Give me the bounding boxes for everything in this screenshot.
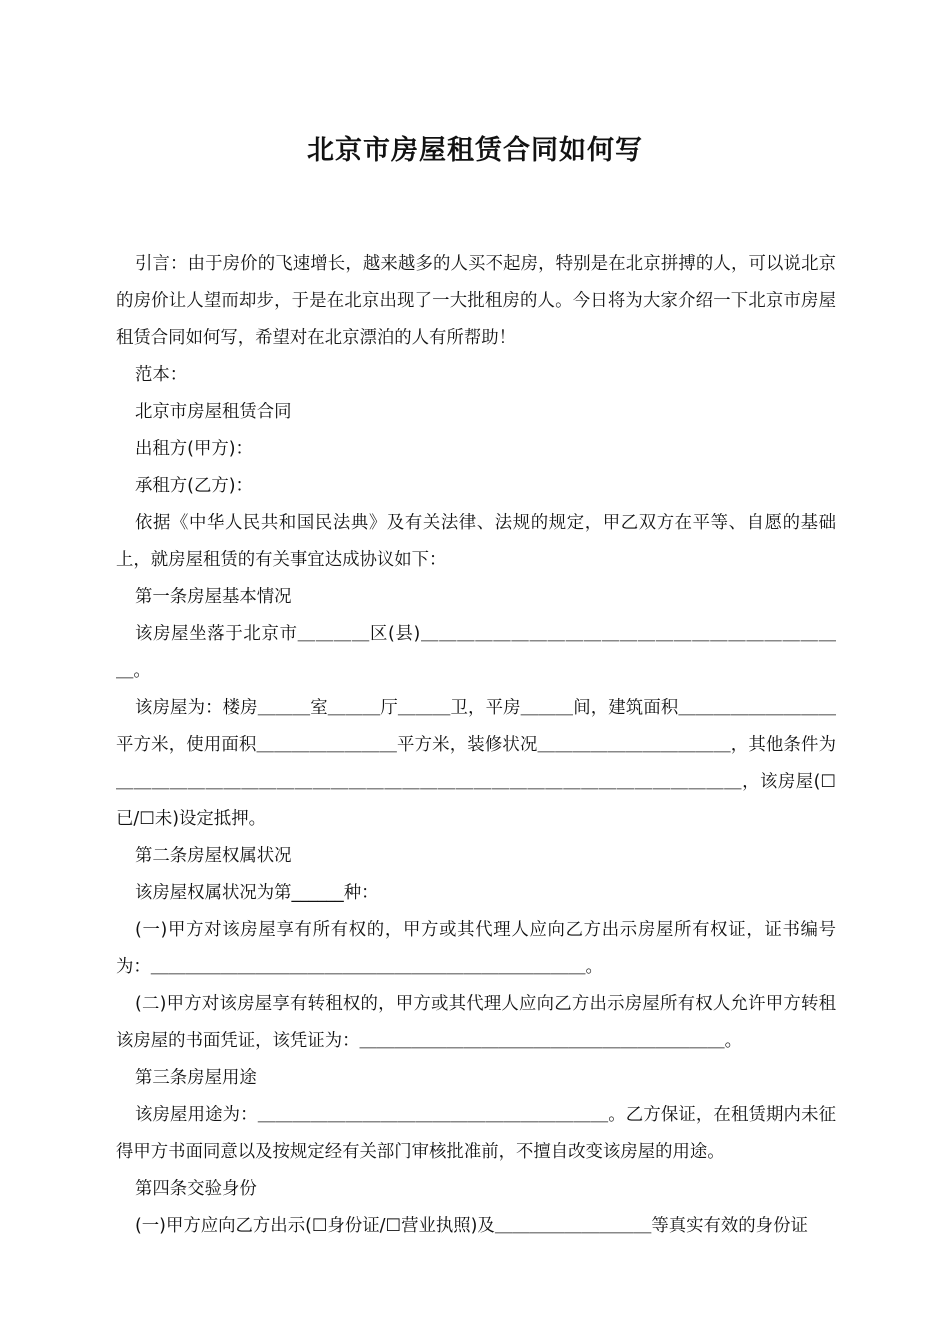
identity-clause-1: (一)甲方应向乙方出示(☐身份证/☐营业执照)及＿＿＿＿＿＿＿＿＿等真实有效的身份证 bbox=[135, 1216, 808, 1236]
article-4-heading: 第四条交验身份 bbox=[135, 1179, 257, 1199]
lessee-line: 承租方(乙方)： bbox=[135, 476, 253, 496]
intro-paragraph: 引言：由于房价的飞速增长，越来越多的人买不起房，特别是在北京拼搏的人，可以说北京的房价让人望而却步，于是在北京出现了一大批租房的人。今日将为大家介绍一下北京市房屋租赁合同如何写，希望对在北京漂泊的人有所帮助！ bbox=[116, 254, 836, 348]
property-location-line: 该房屋坐落于北京市＿＿＿＿区(县)＿＿＿＿＿＿＿＿＿＿＿＿＿＿＿＿＿＿＿＿＿＿＿＿。 bbox=[116, 624, 836, 681]
document-title: 北京市房屋租赁合同如何写 bbox=[307, 135, 643, 166]
article-3-heading: 第三条房屋用途 bbox=[135, 1068, 257, 1088]
ownership-clause-2: (二)甲方对该房屋享有转租权的，甲方或其代理人应向乙方出示房屋所有权人允许甲方转租该房屋的书面凭证，该凭证为：＿＿＿＿＿＿＿＿＿＿＿＿＿＿＿＿＿＿＿＿＿。 bbox=[116, 994, 836, 1051]
ownership-type-line: 该房屋权属状况为第______种： bbox=[135, 883, 379, 903]
ownership-clause-1: (一)甲方对该房屋享有所有权的，甲方或其代理人应向乙方出示房屋所有权证，证书编号为：＿＿＿＿＿＿＿＿＿＿＿＿＿＿＿＿＿＿＿＿＿＿＿＿＿。 bbox=[116, 920, 836, 977]
lessor-line: 出租方(甲方)： bbox=[135, 439, 253, 459]
template-label: 范本： bbox=[135, 365, 188, 385]
article-1-heading: 第一条房屋基本情况 bbox=[135, 587, 292, 607]
legal-basis-paragraph: 依据《中华人民共和国民法典》及有关法律、法规的规定，甲乙双方在平等、自愿的基础上，就房屋租赁的有关事宜达成协议如下： bbox=[116, 513, 836, 570]
property-details-paragraph: 该房屋为：楼房＿＿＿室＿＿＿厅＿＿＿卫，平房＿＿＿间，建筑面积＿＿＿＿＿＿＿＿＿平方米，使用面积＿＿＿＿＿＿＿＿平方米，装修状况＿＿＿＿＿＿＿＿＿＿＿，其他条件为＿＿＿＿＿＿＿＿＿＿＿＿＿＿＿＿＿＿＿＿＿＿＿＿＿＿＿＿＿＿＿＿＿＿＿，该房屋(☐已/☐未)设定抵押。 bbox=[116, 698, 836, 829]
article-2-heading: 第二条房屋权属状况 bbox=[135, 846, 292, 866]
property-use-paragraph: 该房屋用途为：＿＿＿＿＿＿＿＿＿＿＿＿＿＿＿＿＿＿＿＿。乙方保证，在租赁期内未征得甲方书面同意以及按规定经有关部门审核批准前，不擅自改变该房屋的用途。 bbox=[116, 1105, 836, 1162]
document-body bbox=[116, 246, 836, 1245]
contract-heading: 北京市房屋租赁合同 bbox=[135, 402, 292, 422]
